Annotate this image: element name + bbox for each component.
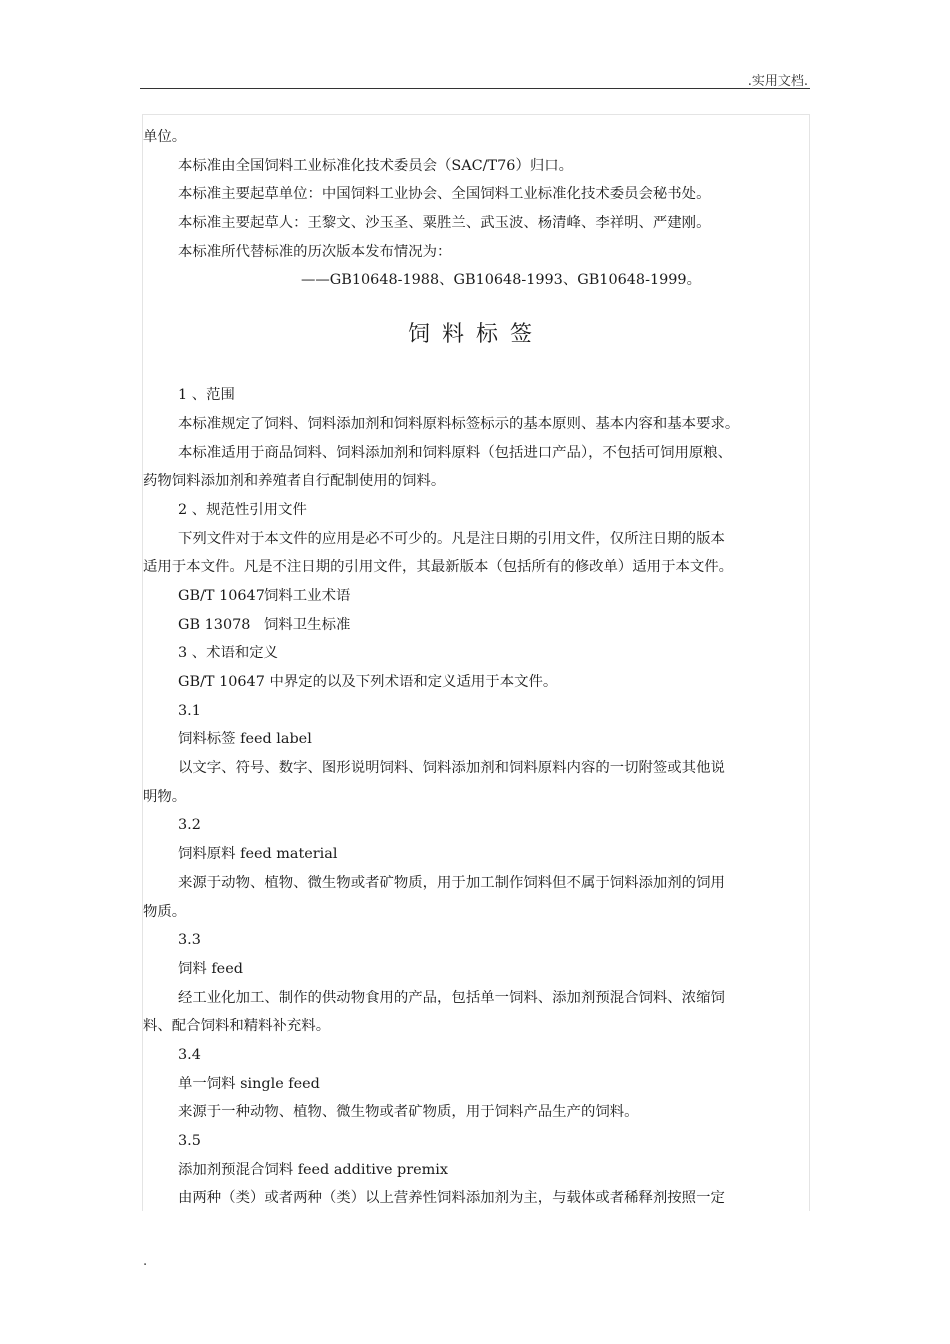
text-line: 本标准主要起草人：王黎文、沙玉圣、粟胜兰、武玉波、杨清峰、李祥明、严建刚。 — [178, 215, 711, 232]
term-line: 饲料标签 feed label — [178, 731, 312, 748]
reference-code: GB/T 10647 — [178, 587, 265, 604]
text-line: 适用于本文件。凡是不注日期的引用文件，其最新版本（包括所有的修改单）适用于本文件。 — [143, 559, 734, 576]
reference-code: GB 13078 — [178, 616, 251, 633]
header-rule — [140, 88, 810, 89]
term-line: 单一饲料 single feed — [178, 1075, 320, 1092]
document-page — [142, 114, 810, 1211]
reference-item — [143, 582, 809, 611]
text-line: 药物饲料添加剂和养殖者自行配制使用的饲料。 — [143, 473, 446, 490]
text-line: 单位。 — [143, 129, 187, 145]
text-line: 来源于动物、植物、微生物或者矿物质，用于加工制作饲料但不属于饲料添加剂的饲用 — [178, 874, 725, 891]
text-line: 本标准所代替标准的历次版本发布情况为： — [178, 243, 452, 260]
clause-number: 3.2 — [178, 817, 201, 834]
text-line: 明物。 — [143, 788, 187, 805]
section-heading: 2 、规范性引用文件 — [178, 501, 307, 518]
text-line: 来源于一种动物、植物、微生物或者矿物质，用于饲料产品生产的饲料。 — [178, 1104, 639, 1121]
clause-number: 3.5 — [178, 1133, 201, 1149]
text-line: 料、配合饲料和精料补充料。 — [143, 1018, 331, 1035]
term-line: 饲料 feed — [178, 960, 243, 977]
reference-title: 饲料卫生标准 — [264, 616, 351, 633]
text-line: GB/T 10647 中界定的以及下列术语和定义适用于本文件。 — [178, 674, 558, 690]
header-label: .实用文档. — [747, 74, 808, 89]
section-heading: 1 、范围 — [178, 387, 235, 404]
term-line: 添加剂预混合饲料 feed additive premix — [178, 1161, 449, 1178]
text-line: ——GB10648-1988、GB10648-1993、GB10648-1999。 — [301, 272, 701, 289]
text-line: 物质。 — [143, 903, 187, 920]
text-line: 以文字、符号、数字、图形说明饲料、饲料添加剂和饲料原料内容的一切附签或其他说 — [178, 760, 725, 777]
reference-title: 饲料工业术语 — [264, 587, 351, 604]
footer-mark: . — [143, 1254, 148, 1269]
text-line: 由两种（类）或者两种（类）以上营养性饲料添加剂为主，与载体或者稀释剂按照一定 — [178, 1190, 725, 1207]
text-line: 经工业化加工、制作的供动物食用的产品，包括单一饲料、添加剂预混合饲料、浓缩饲 — [178, 989, 725, 1006]
text-line: 下列文件对于本文件的应用是必不可少的。凡是注日期的引用文件，仅所注日期的版本 — [178, 530, 725, 547]
text-line: 本标准适用于商品饲料、饲料添加剂和饲料原料（包括进口产品），不包括可饲用原粮、 — [178, 444, 733, 461]
clause-number: 3.4 — [178, 1046, 201, 1063]
text-line: 本标准由全国饲料工业标准化技术委员会（SAC/T76）归口。 — [178, 157, 574, 174]
text-line: 本标准规定了饲料、饲料添加剂和饲料原料标签标示的基本原则、基本内容和基本要求。 — [178, 415, 740, 432]
term-line: 饲料原料 feed material — [178, 846, 338, 863]
document-body — [143, 123, 809, 1211]
text-line: 本标准主要起草单位：中国饲料工业协会、全国饲料工业标准化技术委员会秘书处。 — [178, 186, 711, 203]
clause-number: 3.3 — [178, 932, 201, 949]
section-heading: 3 、术语和定义 — [178, 645, 279, 662]
clause-number: 3.1 — [178, 702, 201, 719]
reference-item — [143, 611, 809, 640]
document-title: 饲料标签 — [407, 322, 544, 348]
